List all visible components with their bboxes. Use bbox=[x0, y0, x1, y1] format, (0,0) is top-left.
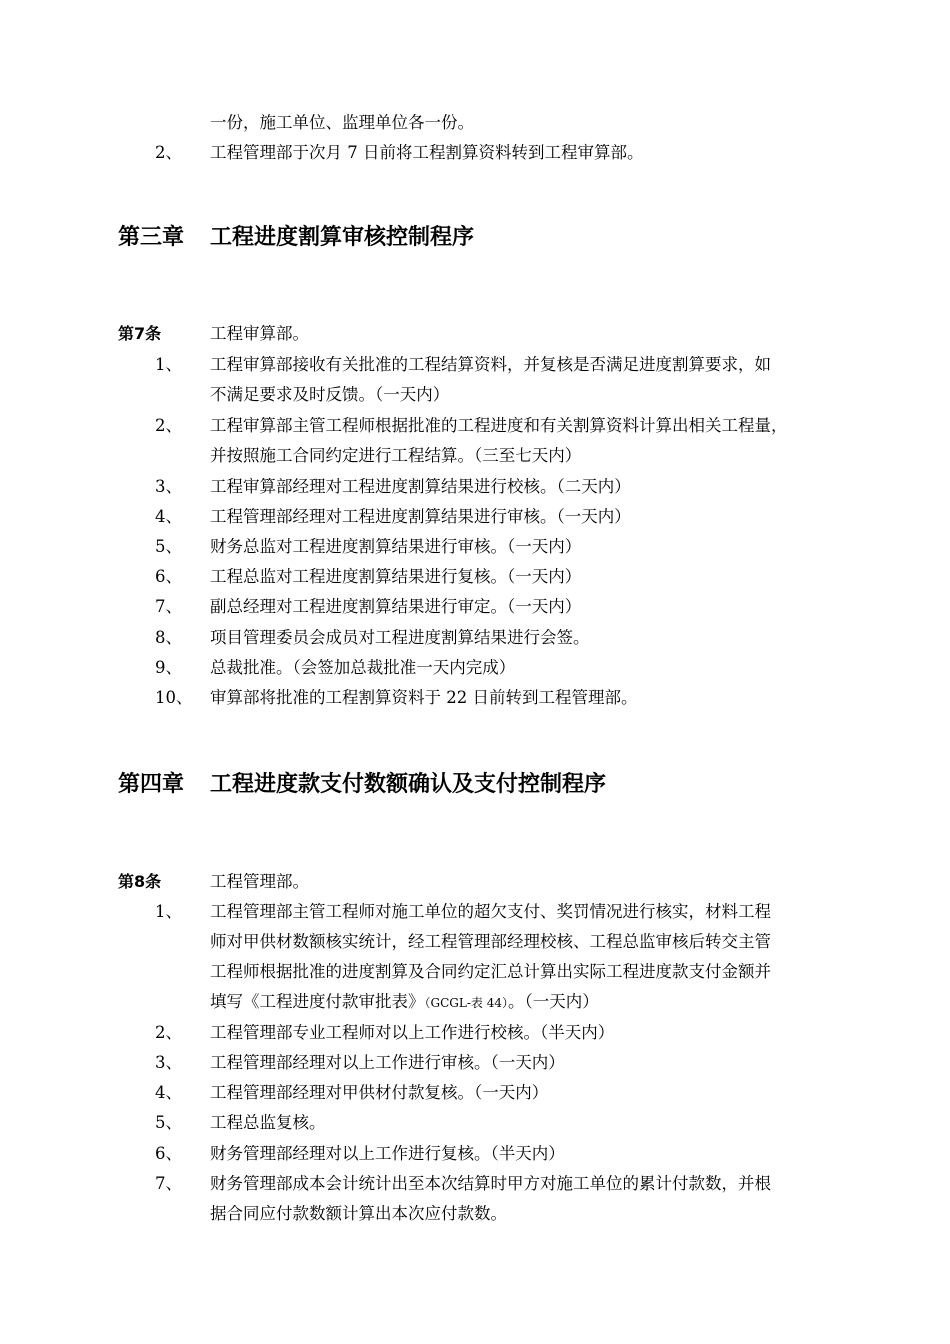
list-item-text: 财务管理部成本会计统计出至本次结算时甲方对施工单位的累计付款数，并根 bbox=[210, 1174, 771, 1193]
list-item-text: 审算部将批准的工程割算资料于 22 日前转到工程管理部。 bbox=[210, 688, 638, 707]
list-item-number: 8、 bbox=[155, 628, 182, 647]
list-item-text-cont: 工程师根据批准的进度割算及合同约定汇总计算出实际工程进度款支付金额并 bbox=[210, 962, 771, 981]
list-item-text: 财务总监对工程进度割算结果进行审核。（一天内） bbox=[210, 537, 582, 556]
chapter-4-heading bbox=[118, 767, 606, 798]
duration-note: 。（一天内） bbox=[507, 992, 599, 1011]
article-8-label: 第8条 bbox=[118, 872, 162, 891]
list-item-text-cont: 不满足要求及时反馈。（一天内） bbox=[210, 385, 450, 404]
form-code: （GCGL-表 44） bbox=[424, 996, 508, 1010]
article-7-text: 工程审算部。 bbox=[210, 324, 309, 343]
list-item-number: 7、 bbox=[155, 597, 182, 616]
list-item-text: 工程管理部经理对甲供材付款复核。（一天内） bbox=[210, 1083, 549, 1102]
list-item-number: 4、 bbox=[155, 507, 182, 526]
list-item-number: 6、 bbox=[155, 1144, 182, 1163]
chapter-label: 第四章 bbox=[118, 772, 185, 797]
list-item-text: 工程管理部经理对工程进度割算结果进行审核。（一天内） bbox=[210, 507, 631, 526]
list-item-number: 1、 bbox=[155, 902, 182, 921]
list-item-text-cont bbox=[210, 991, 599, 1014]
list-item-text-cont: 师对甲供材数额核实统计，经工程管理部经理校核、工程总监审核后转交主管 bbox=[210, 932, 771, 951]
list-item-number: 1、 bbox=[155, 355, 182, 374]
article-7-label: 第7条 bbox=[118, 324, 162, 343]
list-item-text-cont: 据合同应付款数额计算出本次应付款数。 bbox=[210, 1204, 507, 1223]
list-item-number: 6、 bbox=[155, 567, 182, 586]
list-item-text: 工程总监复核。 bbox=[210, 1113, 326, 1132]
list-item-text: 工程总监对工程进度割算结果进行复核。（一天内） bbox=[210, 567, 582, 586]
list-item-text: 总裁批准。（会签加总裁批准一天内完成） bbox=[210, 658, 516, 677]
list-item-text: 工程审算部经理对工程进度割算结果进行校核。（二天内） bbox=[210, 477, 631, 496]
form-reference-text: 填写《工程进度付款审批表》 bbox=[210, 992, 425, 1011]
list-item-number: 9、 bbox=[155, 658, 182, 677]
chapter-title: 工程进度款支付数额确认及支付控制程序 bbox=[210, 772, 607, 797]
intro-continuation-line: 一份，施工单位、监理单位各一份。 bbox=[210, 113, 474, 132]
list-item-text: 工程管理部主管工程师对施工单位的超欠支付、奖罚情况进行核实，材料工程 bbox=[210, 902, 771, 921]
list-item-number: 4、 bbox=[155, 1083, 182, 1102]
chapter-3-heading bbox=[118, 220, 474, 251]
list-item-number: 7、 bbox=[155, 1174, 182, 1193]
list-item-number: 2、 bbox=[155, 416, 182, 435]
chapter-label: 第三章 bbox=[118, 225, 185, 250]
list-item-number: 3、 bbox=[155, 1053, 182, 1072]
list-item-number: 5、 bbox=[155, 537, 182, 556]
article-8-text: 工程管理部。 bbox=[210, 872, 309, 891]
list-item-text: 工程审算部接收有关批准的工程结算资料，并复核是否满足进度割算要求，如 bbox=[210, 355, 771, 374]
list-item-number: 2、 bbox=[155, 1023, 182, 1042]
list-item-text: 工程管理部专业工程师对以上工作进行校核。（半天内） bbox=[210, 1023, 615, 1042]
list-item-number: 5、 bbox=[155, 1113, 182, 1132]
list-item-text: 副总经理对工程进度割算结果进行审定。（一天内） bbox=[210, 597, 582, 616]
list-item-text-cont: 并按照施工合同约定进行工程结算。（三至七天内） bbox=[210, 446, 582, 465]
list-item-number: 3、 bbox=[155, 477, 182, 496]
list-item-text: 工程管理部于次月 7 日前将工程割算资料转到工程审算部。 bbox=[210, 143, 644, 162]
list-item-text: 财务管理部经理对以上工作进行复核。（半天内） bbox=[210, 1144, 565, 1163]
list-item-text: 工程审算部主管工程师根据批准的工程进度和有关割算资料计算出相关工程量， bbox=[210, 416, 788, 435]
chapter-title: 工程进度割算审核控制程序 bbox=[210, 225, 475, 250]
list-item-number: 10、 bbox=[155, 688, 193, 707]
list-item-number: 2、 bbox=[155, 143, 182, 162]
list-item-text: 项目管理委员会成员对工程进度割算结果进行会签。 bbox=[210, 628, 590, 647]
list-item-text: 工程管理部经理对以上工作进行审核。（一天内） bbox=[210, 1053, 565, 1072]
